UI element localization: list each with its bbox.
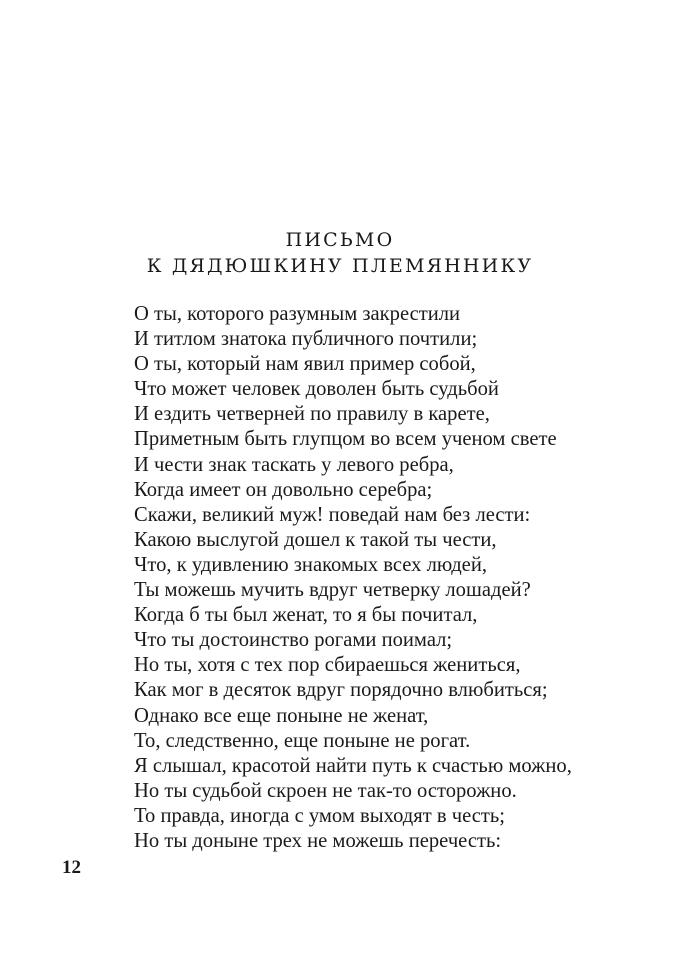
poem-line: Когда б ты был женат, то я бы почитал, (134, 604, 478, 627)
poem-line: О ты, которого разумным закрестили (134, 303, 461, 325)
poem-line: Но ты судьбой скроен не так-то осторожно. (134, 779, 517, 802)
poem-line: То, следственно, еще поныне не рогат. (134, 729, 471, 752)
poem-line: Но ты, хотя с тех пор сбираешься жениться, (134, 654, 521, 677)
poem-line: То правда, иногда с умом выходят в честь; (134, 804, 506, 827)
poem-line: Но ты доныне трех не можешь перечесть: (134, 829, 502, 852)
poem-line: И чести знак таскать у левого ребра, (134, 453, 454, 476)
poem-line: Я слышал, красотой найти путь к счастью можно, (134, 754, 572, 777)
poem-title-line-1: ПИСЬМО (285, 229, 395, 251)
poem-line: Какою выслугой дошел к такой ты чести, (134, 528, 497, 551)
poem-line: И ездить четверней по правилу в карете, (134, 403, 490, 426)
poem-line: Однако все еще поныне не женат, (134, 704, 429, 727)
page-number: 12 (62, 857, 81, 878)
poem-line: Что, к удивлению знакомых всех людей, (134, 553, 487, 576)
poem-line: Когда имеет он довольно серебра; (134, 478, 433, 501)
poem-line: О ты, который нам явил пример собой, (134, 353, 476, 376)
poem-line: Что ты достоинство рогами поимал; (134, 629, 453, 652)
poem-line: Как мог в десяток вдруг порядочно влюбиться; (134, 679, 548, 702)
poem-title-line-2: К ДЯДЮШКИНУ ПЛЕМЯННИКУ (146, 255, 534, 277)
poem-line: Приметным быть глупцом во всем ученом свете (134, 428, 557, 451)
poem-line: Что может человек доволен быть судьбой (134, 378, 499, 401)
poem-line: И титлом знатока публичного почтили; (134, 328, 478, 351)
poem-text (134, 302, 572, 854)
poem-line: Ты можешь мучить вдруг четверку лошадей? (134, 579, 531, 602)
poem-line: Скажи, великий муж! поведай нам без лести: (134, 503, 531, 526)
